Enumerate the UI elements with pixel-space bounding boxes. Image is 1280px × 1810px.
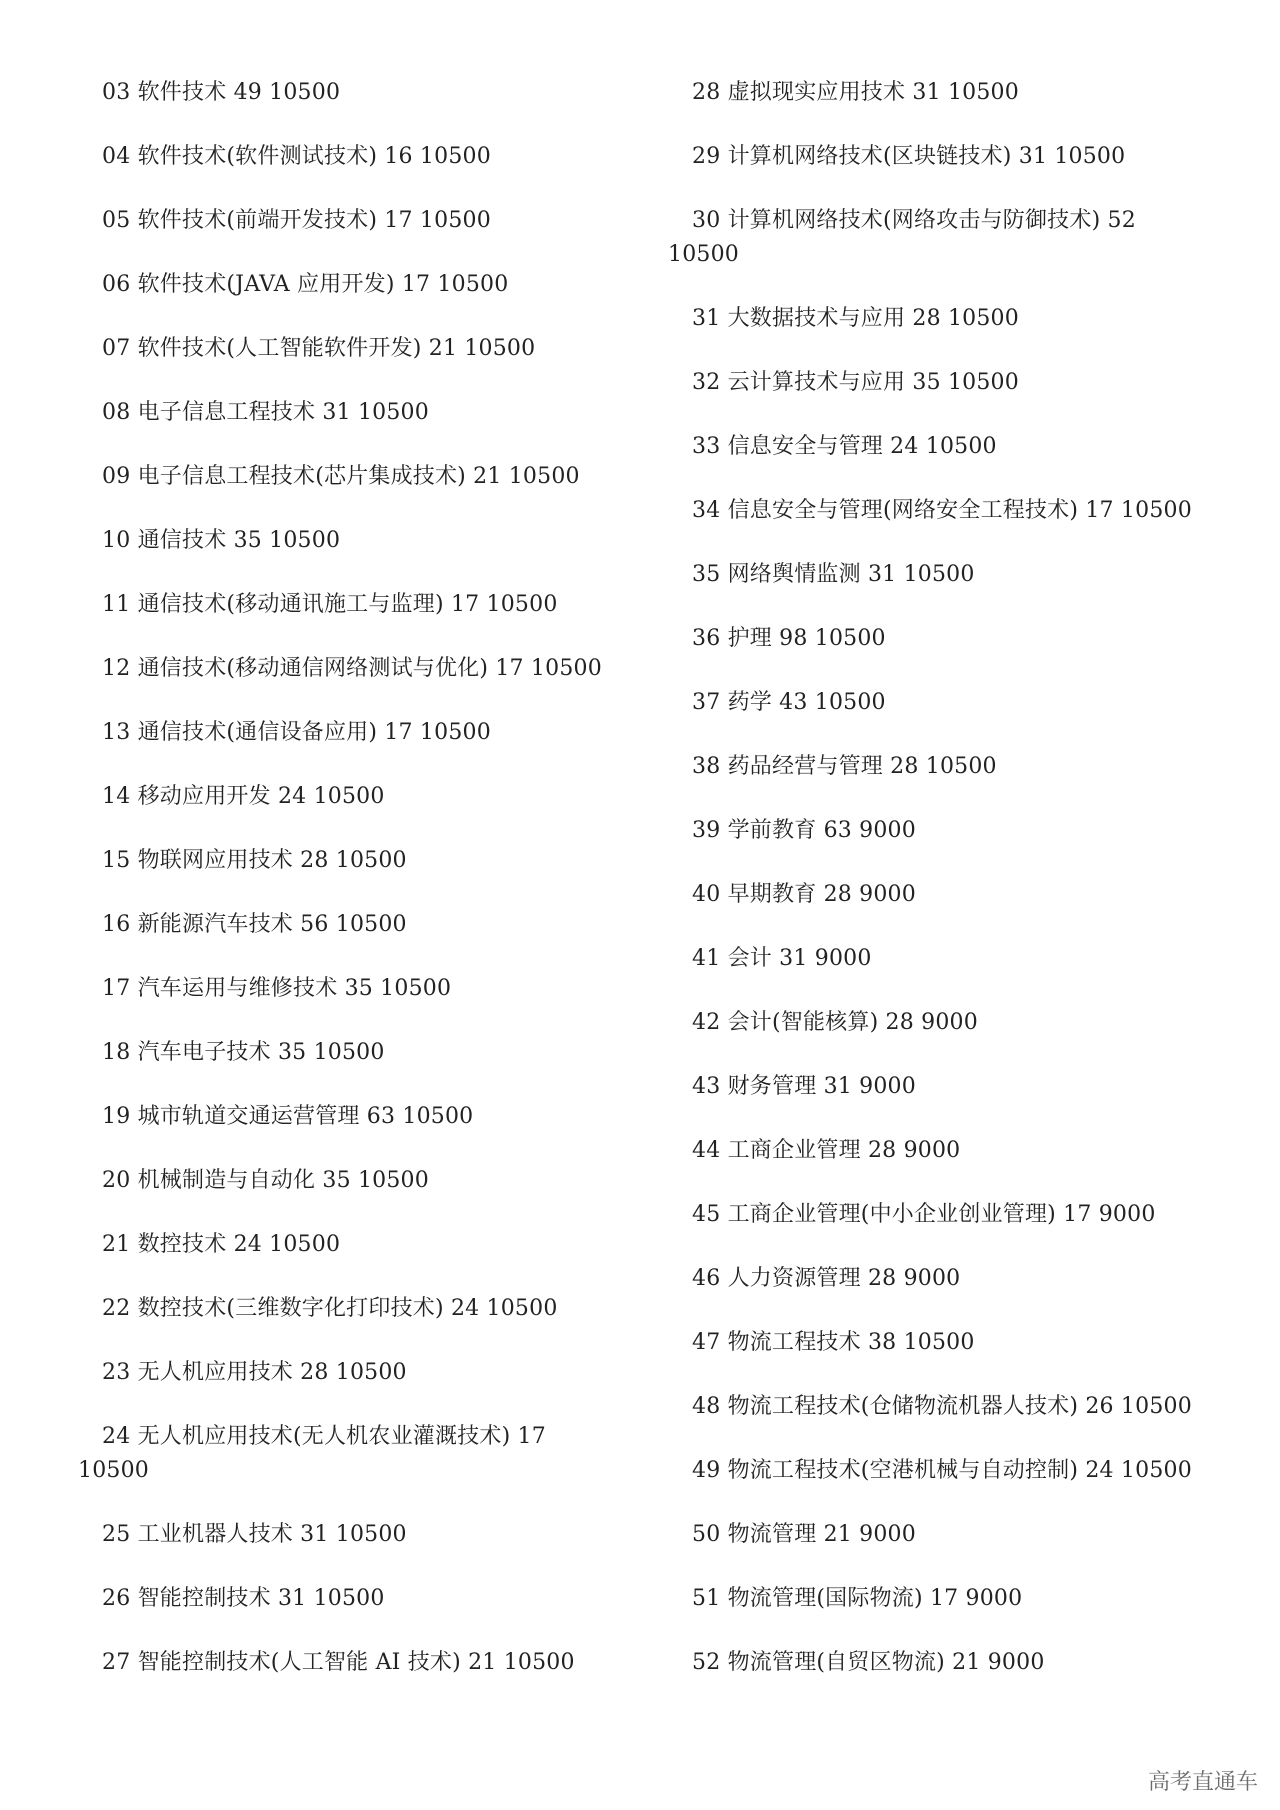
- list-item: 49 物流工程技术(空港机械与自动控制) 24 10500: [692, 1458, 1192, 1483]
- list-item: 05 软件技术(前端开发技术) 17 10500: [102, 208, 491, 233]
- list-item: 21 数控技术 24 10500: [102, 1232, 341, 1257]
- watermark: 高考直通车: [1147, 1770, 1258, 1795]
- list-item: 24 无人机应用技术(无人机农业灌溉技术) 17 10500: [78, 1424, 554, 1483]
- list-item: 07 软件技术(人工智能软件开发) 21 10500: [102, 336, 536, 361]
- list-item: 10 通信技术 35 10500: [102, 528, 341, 553]
- list-item: 43 财务管理 31 9000: [692, 1074, 916, 1099]
- list-item: 20 机械制造与自动化 35 10500: [102, 1168, 429, 1193]
- list-item: 44 工商企业管理 28 9000: [692, 1138, 961, 1163]
- list-item: 38 药品经营与管理 28 10500: [692, 754, 997, 779]
- list-item: 34 信息安全与管理(网络安全工程技术) 17 10500: [692, 498, 1192, 523]
- list-item: 03 软件技术 49 10500: [102, 80, 341, 105]
- list-item: 19 城市轨道交通运营管理 63 10500: [102, 1104, 474, 1129]
- list-item: 39 学前教育 63 9000: [692, 818, 916, 843]
- list-item: 08 电子信息工程技术 31 10500: [102, 400, 429, 425]
- list-item: 13 通信技术(通信设备应用) 17 10500: [102, 720, 491, 745]
- list-item: 47 物流工程技术 38 10500: [692, 1330, 975, 1355]
- list-item: 17 汽车运用与维修技术 35 10500: [102, 976, 452, 1001]
- list-item: 28 虚拟现实应用技术 31 10500: [692, 80, 1019, 105]
- list-item: 04 软件技术(软件测试技术) 16 10500: [102, 144, 491, 169]
- list-item: 23 无人机应用技术 28 10500: [102, 1360, 407, 1385]
- right-column: [668, 76, 1228, 1680]
- list-item: 33 信息安全与管理 24 10500: [692, 434, 997, 459]
- list-item: 16 新能源汽车技术 56 10500: [102, 912, 407, 937]
- list-item: 37 药学 43 10500: [692, 690, 886, 715]
- list-item: 27 智能控制技术(人工智能 AI 技术) 21 10500: [102, 1650, 575, 1675]
- list-item: 12 通信技术(移动通信网络测试与优化) 17 10500: [102, 656, 602, 681]
- list-item: 52 物流管理(自贸区物流) 21 9000: [692, 1650, 1045, 1675]
- list-item: 45 工商企业管理(中小企业创业管理) 17 9000: [692, 1202, 1156, 1227]
- list-item: 30 计算机网络技术(网络攻击与防御技术) 52 10500: [668, 208, 1144, 267]
- list-item: 15 物联网应用技术 28 10500: [102, 848, 407, 873]
- left-column: [78, 76, 638, 1680]
- list-item: 41 会计 31 9000: [692, 946, 872, 971]
- list-item: 48 物流工程技术(仓储物流机器人技术) 26 10500: [692, 1394, 1192, 1419]
- list-item: 31 大数据技术与应用 28 10500: [692, 306, 1019, 331]
- list-item: 35 网络舆情监测 31 10500: [692, 562, 975, 587]
- list-item: 42 会计(智能核算) 28 9000: [692, 1010, 978, 1035]
- list-item: 32 云计算技术与应用 35 10500: [692, 370, 1019, 395]
- list-item: 40 早期教育 28 9000: [692, 882, 916, 907]
- list-item: 18 汽车电子技术 35 10500: [102, 1040, 385, 1065]
- list-item: 22 数控技术(三维数字化打印技术) 24 10500: [102, 1296, 558, 1321]
- list-item: 46 人力资源管理 28 9000: [692, 1266, 961, 1291]
- list-item: 11 通信技术(移动通讯施工与监理) 17 10500: [102, 592, 558, 617]
- list-item: 14 移动应用开发 24 10500: [102, 784, 385, 809]
- list-item: 50 物流管理 21 9000: [692, 1522, 916, 1547]
- list-item: 06 软件技术(JAVA 应用开发) 17 10500: [102, 272, 509, 297]
- list-item: 29 计算机网络技术(区块链技术) 31 10500: [692, 144, 1126, 169]
- list-item: 09 电子信息工程技术(芯片集成技术) 21 10500: [102, 464, 580, 489]
- list-item: 25 工业机器人技术 31 10500: [102, 1522, 407, 1547]
- list-item: 26 智能控制技术 31 10500: [102, 1586, 385, 1611]
- list-item: 51 物流管理(国际物流) 17 9000: [692, 1586, 1023, 1611]
- list-item: 36 护理 98 10500: [692, 626, 886, 651]
